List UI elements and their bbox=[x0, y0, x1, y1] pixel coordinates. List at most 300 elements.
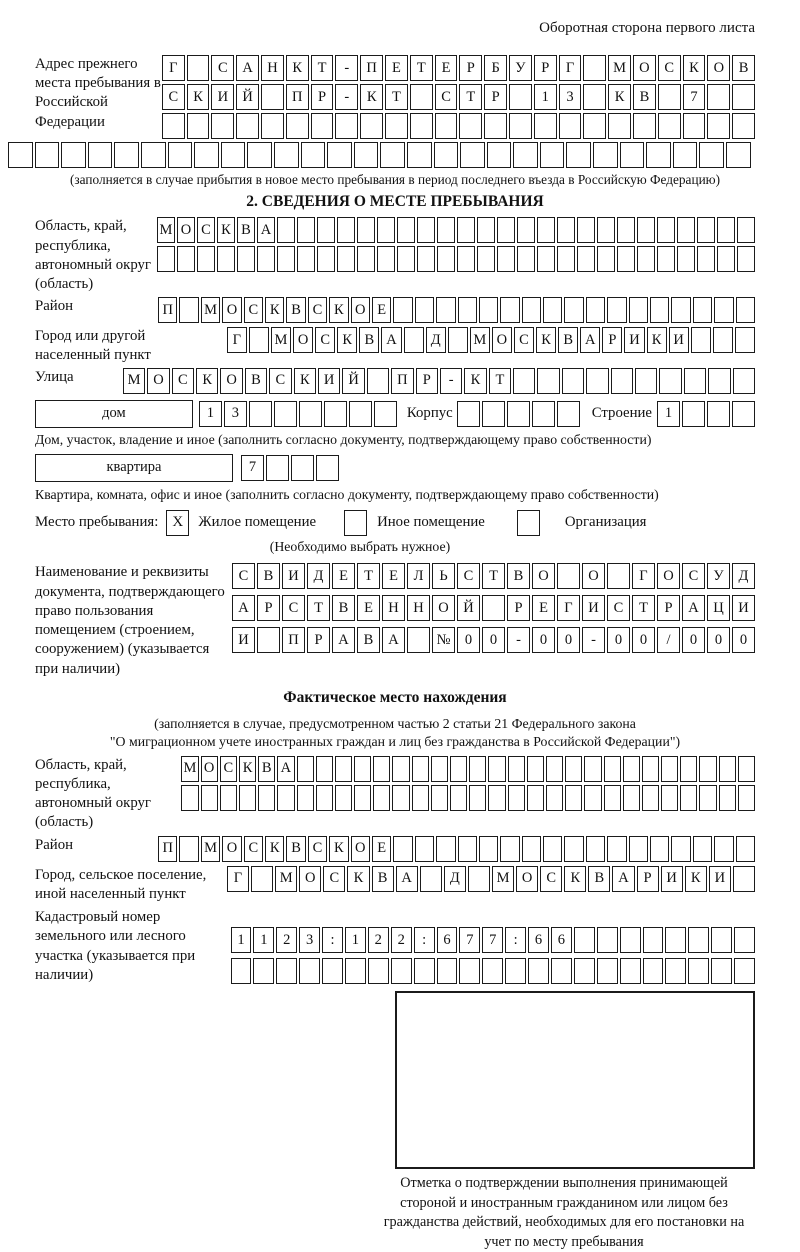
char-box[interactable] bbox=[482, 958, 503, 984]
char-box[interactable] bbox=[392, 785, 409, 811]
char-box[interactable] bbox=[607, 563, 630, 589]
char-box[interactable] bbox=[500, 297, 519, 323]
char-box[interactable]: Т bbox=[489, 368, 511, 394]
char-box[interactable] bbox=[194, 142, 219, 168]
char-box[interactable] bbox=[733, 866, 755, 892]
char-box[interactable]: 3 bbox=[299, 927, 320, 953]
char-box[interactable]: К bbox=[564, 866, 586, 892]
char-box[interactable] bbox=[299, 401, 322, 427]
char-box[interactable]: Е bbox=[382, 563, 405, 589]
char-box[interactable]: Р bbox=[637, 866, 659, 892]
char-box[interactable]: Д bbox=[732, 563, 755, 589]
char-box[interactable]: 3 bbox=[224, 401, 247, 427]
char-box[interactable] bbox=[707, 113, 730, 139]
char-box[interactable]: - bbox=[507, 627, 530, 653]
char-box[interactable] bbox=[337, 246, 355, 272]
char-box[interactable] bbox=[693, 836, 712, 862]
char-box[interactable] bbox=[391, 958, 412, 984]
char-box[interactable] bbox=[247, 142, 272, 168]
char-box[interactable] bbox=[623, 756, 640, 782]
char-box[interactable]: О bbox=[222, 297, 241, 323]
char-box[interactable]: 1 bbox=[657, 401, 680, 427]
char-box[interactable]: - bbox=[335, 84, 358, 110]
char-box[interactable] bbox=[500, 836, 519, 862]
char-box[interactable] bbox=[221, 142, 246, 168]
char-box[interactable]: К bbox=[647, 327, 667, 353]
char-box[interactable] bbox=[357, 246, 375, 272]
char-box[interactable] bbox=[187, 113, 210, 139]
char-box[interactable]: А bbox=[682, 595, 705, 621]
char-box[interactable]: Г bbox=[559, 55, 582, 81]
char-box[interactable] bbox=[61, 142, 86, 168]
char-box[interactable] bbox=[691, 327, 711, 353]
char-box[interactable] bbox=[737, 246, 755, 272]
char-box[interactable]: Т bbox=[357, 563, 380, 589]
char-box[interactable]: 0 bbox=[482, 627, 505, 653]
char-box[interactable]: С bbox=[658, 55, 681, 81]
char-box[interactable] bbox=[673, 142, 698, 168]
char-box[interactable] bbox=[436, 297, 455, 323]
char-box[interactable] bbox=[564, 297, 583, 323]
char-box[interactable] bbox=[482, 401, 505, 427]
char-box[interactable] bbox=[586, 297, 605, 323]
char-box[interactable]: М bbox=[157, 217, 175, 243]
char-box[interactable]: О bbox=[351, 297, 370, 323]
char-box[interactable]: В bbox=[372, 866, 394, 892]
char-box[interactable] bbox=[393, 836, 412, 862]
char-box[interactable] bbox=[604, 756, 621, 782]
char-box[interactable] bbox=[162, 113, 185, 139]
char-box[interactable] bbox=[335, 756, 352, 782]
char-box[interactable]: О bbox=[532, 563, 555, 589]
char-box[interactable] bbox=[181, 785, 198, 811]
char-box[interactable] bbox=[646, 142, 671, 168]
char-box[interactable] bbox=[385, 113, 408, 139]
char-box[interactable]: А bbox=[232, 595, 255, 621]
char-box[interactable]: К bbox=[685, 866, 707, 892]
char-box[interactable]: К bbox=[329, 297, 348, 323]
char-box[interactable]: Д bbox=[426, 327, 446, 353]
char-box[interactable]: А bbox=[277, 756, 294, 782]
char-box[interactable] bbox=[477, 217, 495, 243]
char-box[interactable] bbox=[327, 142, 352, 168]
char-box[interactable] bbox=[534, 113, 557, 139]
char-box[interactable] bbox=[597, 927, 618, 953]
char-box[interactable]: С bbox=[232, 563, 255, 589]
char-box[interactable] bbox=[643, 958, 664, 984]
char-box[interactable] bbox=[697, 217, 715, 243]
char-box[interactable] bbox=[237, 246, 255, 272]
char-box[interactable] bbox=[345, 958, 366, 984]
char-box[interactable]: С bbox=[514, 327, 534, 353]
char-box[interactable] bbox=[650, 297, 669, 323]
char-box[interactable]: Р bbox=[602, 327, 622, 353]
char-box[interactable] bbox=[508, 785, 525, 811]
char-box[interactable]: Т bbox=[482, 563, 505, 589]
char-box[interactable]: В bbox=[558, 327, 578, 353]
char-box[interactable]: Б bbox=[484, 55, 507, 81]
char-box[interactable]: М bbox=[271, 327, 291, 353]
char-box[interactable]: К bbox=[265, 836, 284, 862]
char-box[interactable] bbox=[414, 958, 435, 984]
char-box[interactable] bbox=[617, 246, 635, 272]
char-box[interactable] bbox=[177, 246, 195, 272]
char-box[interactable] bbox=[650, 836, 669, 862]
char-box[interactable] bbox=[407, 142, 432, 168]
char-box[interactable]: К bbox=[464, 368, 486, 394]
char-box[interactable] bbox=[397, 217, 415, 243]
char-box[interactable] bbox=[179, 836, 198, 862]
char-box[interactable] bbox=[488, 785, 505, 811]
char-box[interactable] bbox=[717, 246, 735, 272]
char-box[interactable]: А bbox=[381, 327, 401, 353]
char-box[interactable] bbox=[527, 756, 544, 782]
char-box[interactable]: С bbox=[540, 866, 562, 892]
char-box[interactable]: 0 bbox=[532, 627, 555, 653]
char-box[interactable]: 1 bbox=[231, 927, 252, 953]
char-box[interactable] bbox=[537, 217, 555, 243]
char-box[interactable]: 1 bbox=[253, 927, 274, 953]
char-box[interactable] bbox=[597, 958, 618, 984]
char-box[interactable]: М bbox=[492, 866, 514, 892]
char-box[interactable]: К bbox=[608, 84, 631, 110]
char-box[interactable]: И bbox=[732, 595, 755, 621]
char-box[interactable] bbox=[373, 785, 390, 811]
char-box[interactable] bbox=[437, 217, 455, 243]
char-box[interactable]: У bbox=[509, 55, 532, 81]
char-box[interactable]: Е bbox=[435, 55, 458, 81]
char-box[interactable] bbox=[707, 401, 730, 427]
char-box[interactable]: : bbox=[322, 927, 343, 953]
char-box[interactable]: Р bbox=[484, 84, 507, 110]
char-box[interactable] bbox=[397, 246, 415, 272]
char-box[interactable] bbox=[635, 368, 657, 394]
char-box[interactable]: С bbox=[172, 368, 194, 394]
char-box[interactable]: В bbox=[732, 55, 755, 81]
char-box[interactable] bbox=[274, 142, 299, 168]
char-box[interactable] bbox=[734, 958, 755, 984]
char-box[interactable] bbox=[404, 327, 424, 353]
char-box[interactable] bbox=[732, 113, 755, 139]
char-box[interactable]: И bbox=[318, 368, 340, 394]
char-box[interactable]: О bbox=[432, 595, 455, 621]
char-box[interactable]: 1 bbox=[534, 84, 557, 110]
char-box[interactable]: О bbox=[582, 563, 605, 589]
char-box[interactable]: А bbox=[332, 627, 355, 653]
char-box[interactable] bbox=[680, 785, 697, 811]
char-box[interactable] bbox=[317, 246, 335, 272]
char-box[interactable]: А bbox=[612, 866, 634, 892]
char-box[interactable]: 2 bbox=[391, 927, 412, 953]
char-box[interactable]: С bbox=[308, 836, 327, 862]
char-box[interactable]: В bbox=[588, 866, 610, 892]
char-box[interactable] bbox=[633, 113, 656, 139]
char-box[interactable] bbox=[714, 836, 733, 862]
char-box[interactable] bbox=[249, 327, 269, 353]
char-box[interactable] bbox=[458, 836, 477, 862]
char-box[interactable] bbox=[620, 142, 645, 168]
char-box[interactable] bbox=[642, 756, 659, 782]
char-box[interactable] bbox=[257, 627, 280, 653]
char-box[interactable] bbox=[665, 958, 686, 984]
char-box[interactable]: К bbox=[239, 756, 256, 782]
char-box[interactable] bbox=[583, 55, 606, 81]
char-box[interactable]: - bbox=[335, 55, 358, 81]
char-box[interactable]: 6 bbox=[551, 927, 572, 953]
char-box[interactable] bbox=[557, 401, 580, 427]
char-box[interactable]: О bbox=[351, 836, 370, 862]
char-box[interactable] bbox=[335, 785, 352, 811]
char-box[interactable] bbox=[537, 368, 559, 394]
char-box[interactable] bbox=[513, 142, 538, 168]
char-box[interactable] bbox=[349, 401, 372, 427]
char-box[interactable] bbox=[546, 785, 563, 811]
char-box[interactable] bbox=[316, 785, 333, 811]
char-box[interactable]: Л bbox=[407, 563, 430, 589]
char-box[interactable] bbox=[197, 246, 215, 272]
char-box[interactable]: П bbox=[286, 84, 309, 110]
char-box[interactable] bbox=[505, 958, 526, 984]
char-box[interactable]: Т bbox=[311, 55, 334, 81]
char-box[interactable] bbox=[479, 836, 498, 862]
char-box[interactable] bbox=[658, 113, 681, 139]
char-box[interactable] bbox=[688, 958, 709, 984]
char-box[interactable] bbox=[732, 401, 755, 427]
char-box[interactable] bbox=[577, 217, 595, 243]
char-box[interactable] bbox=[316, 756, 333, 782]
char-box[interactable]: О bbox=[516, 866, 538, 892]
char-box[interactable] bbox=[497, 217, 515, 243]
char-box[interactable]: - bbox=[582, 627, 605, 653]
char-box[interactable] bbox=[736, 297, 755, 323]
checkbox-residential[interactable]: X bbox=[166, 510, 189, 536]
char-box[interactable] bbox=[543, 836, 562, 862]
char-box[interactable] bbox=[88, 142, 113, 168]
char-box[interactable] bbox=[717, 217, 735, 243]
char-box[interactable] bbox=[564, 836, 583, 862]
char-box[interactable] bbox=[316, 455, 339, 481]
char-box[interactable]: Т bbox=[385, 84, 408, 110]
char-box[interactable] bbox=[508, 756, 525, 782]
char-box[interactable]: Й bbox=[457, 595, 480, 621]
char-box[interactable] bbox=[643, 927, 664, 953]
char-box[interactable] bbox=[487, 142, 512, 168]
char-box[interactable]: К bbox=[286, 55, 309, 81]
checkbox-other-premises[interactable] bbox=[344, 510, 367, 536]
char-box[interactable]: 6 bbox=[437, 927, 458, 953]
char-box[interactable] bbox=[249, 401, 272, 427]
char-box[interactable]: М bbox=[181, 756, 198, 782]
char-box[interactable]: Е bbox=[372, 297, 391, 323]
char-box[interactable] bbox=[719, 785, 736, 811]
char-box[interactable] bbox=[337, 217, 355, 243]
char-box[interactable] bbox=[697, 246, 715, 272]
char-box[interactable] bbox=[357, 217, 375, 243]
char-box[interactable] bbox=[497, 246, 515, 272]
char-box[interactable] bbox=[266, 455, 289, 481]
char-box[interactable] bbox=[597, 246, 615, 272]
char-box[interactable]: К bbox=[360, 84, 383, 110]
char-box[interactable]: Г bbox=[227, 866, 249, 892]
char-box[interactable] bbox=[735, 327, 755, 353]
char-box[interactable] bbox=[457, 246, 475, 272]
char-box[interactable]: С bbox=[244, 836, 263, 862]
char-box[interactable] bbox=[604, 785, 621, 811]
char-box[interactable] bbox=[565, 756, 582, 782]
char-box[interactable] bbox=[736, 836, 755, 862]
char-box[interactable]: О bbox=[707, 55, 730, 81]
char-box[interactable] bbox=[637, 217, 655, 243]
char-box[interactable] bbox=[448, 327, 468, 353]
char-box[interactable]: : bbox=[414, 927, 435, 953]
char-box[interactable] bbox=[435, 113, 458, 139]
char-box[interactable]: У bbox=[707, 563, 730, 589]
char-box[interactable]: П bbox=[158, 297, 177, 323]
char-box[interactable] bbox=[562, 368, 584, 394]
char-box[interactable]: О bbox=[657, 563, 680, 589]
char-box[interactable]: Р bbox=[257, 595, 280, 621]
char-box[interactable]: В bbox=[359, 327, 379, 353]
char-box[interactable] bbox=[459, 113, 482, 139]
char-box[interactable]: С bbox=[315, 327, 335, 353]
char-box[interactable] bbox=[732, 84, 755, 110]
char-box[interactable] bbox=[368, 958, 389, 984]
char-box[interactable] bbox=[457, 401, 480, 427]
char-box[interactable] bbox=[540, 142, 565, 168]
char-box[interactable] bbox=[450, 756, 467, 782]
char-box[interactable]: Д bbox=[307, 563, 330, 589]
char-box[interactable] bbox=[583, 84, 606, 110]
char-box[interactable]: В bbox=[245, 368, 267, 394]
char-box[interactable]: А bbox=[396, 866, 418, 892]
char-box[interactable]: М bbox=[201, 297, 220, 323]
char-box[interactable] bbox=[157, 246, 175, 272]
char-box[interactable] bbox=[261, 113, 284, 139]
char-box[interactable] bbox=[392, 756, 409, 782]
char-box[interactable] bbox=[468, 866, 490, 892]
char-box[interactable]: И bbox=[624, 327, 644, 353]
char-box[interactable]: В bbox=[357, 627, 380, 653]
char-box[interactable]: С bbox=[435, 84, 458, 110]
char-box[interactable] bbox=[559, 113, 582, 139]
char-box[interactable]: Р bbox=[459, 55, 482, 81]
char-box[interactable] bbox=[431, 785, 448, 811]
char-box[interactable] bbox=[437, 246, 455, 272]
char-box[interactable] bbox=[658, 84, 681, 110]
char-box[interactable] bbox=[507, 401, 530, 427]
char-box[interactable] bbox=[434, 142, 459, 168]
char-box[interactable]: О bbox=[299, 866, 321, 892]
char-box[interactable]: М bbox=[470, 327, 490, 353]
char-box[interactable]: С bbox=[323, 866, 345, 892]
char-box[interactable] bbox=[484, 113, 507, 139]
char-box[interactable]: Т bbox=[410, 55, 433, 81]
char-box[interactable]: С bbox=[211, 55, 234, 81]
char-box[interactable]: Е bbox=[385, 55, 408, 81]
char-box[interactable]: К bbox=[187, 84, 210, 110]
char-box[interactable] bbox=[583, 113, 606, 139]
char-box[interactable] bbox=[617, 217, 635, 243]
char-box[interactable] bbox=[682, 401, 705, 427]
char-box[interactable] bbox=[677, 217, 695, 243]
char-box[interactable] bbox=[276, 958, 297, 984]
char-box[interactable] bbox=[537, 246, 555, 272]
char-box[interactable] bbox=[450, 785, 467, 811]
char-box[interactable] bbox=[620, 927, 641, 953]
char-box[interactable] bbox=[297, 217, 315, 243]
char-box[interactable] bbox=[460, 142, 485, 168]
char-box[interactable] bbox=[584, 756, 601, 782]
char-box[interactable] bbox=[458, 297, 477, 323]
char-box[interactable] bbox=[324, 401, 347, 427]
char-box[interactable]: П bbox=[391, 368, 413, 394]
char-box[interactable]: С bbox=[282, 595, 305, 621]
char-box[interactable] bbox=[114, 142, 139, 168]
char-box[interactable]: О bbox=[492, 327, 512, 353]
char-box[interactable] bbox=[707, 84, 730, 110]
char-box[interactable]: 7 bbox=[241, 455, 264, 481]
char-box[interactable] bbox=[479, 297, 498, 323]
char-box[interactable] bbox=[317, 217, 335, 243]
char-box[interactable] bbox=[688, 927, 709, 953]
char-box[interactable] bbox=[738, 785, 755, 811]
char-box[interactable]: С bbox=[220, 756, 237, 782]
char-box[interactable] bbox=[513, 368, 535, 394]
char-box[interactable]: С bbox=[308, 297, 327, 323]
char-box[interactable] bbox=[657, 246, 675, 272]
char-box[interactable]: Й bbox=[342, 368, 364, 394]
char-box[interactable]: М bbox=[275, 866, 297, 892]
char-box[interactable] bbox=[509, 113, 532, 139]
char-box[interactable]: В bbox=[286, 297, 305, 323]
char-box[interactable] bbox=[412, 785, 429, 811]
char-box[interactable] bbox=[277, 785, 294, 811]
char-box[interactable] bbox=[671, 836, 690, 862]
char-box[interactable] bbox=[661, 756, 678, 782]
char-box[interactable] bbox=[522, 297, 541, 323]
char-box[interactable] bbox=[380, 142, 405, 168]
char-box[interactable] bbox=[611, 368, 633, 394]
char-box[interactable]: К bbox=[196, 368, 218, 394]
char-box[interactable]: 0 bbox=[457, 627, 480, 653]
char-box[interactable] bbox=[566, 142, 591, 168]
char-box[interactable]: Е bbox=[372, 836, 391, 862]
char-box[interactable] bbox=[623, 785, 640, 811]
char-box[interactable] bbox=[291, 455, 314, 481]
char-box[interactable]: И bbox=[661, 866, 683, 892]
char-box[interactable]: / bbox=[657, 627, 680, 653]
char-box[interactable] bbox=[410, 113, 433, 139]
char-box[interactable] bbox=[642, 785, 659, 811]
char-box[interactable]: А bbox=[382, 627, 405, 653]
char-box[interactable] bbox=[277, 246, 295, 272]
char-box[interactable] bbox=[607, 297, 626, 323]
char-box[interactable]: К bbox=[329, 836, 348, 862]
char-box[interactable] bbox=[661, 785, 678, 811]
char-box[interactable] bbox=[415, 297, 434, 323]
char-box[interactable] bbox=[377, 217, 395, 243]
char-box[interactable] bbox=[211, 113, 234, 139]
char-box[interactable]: Е bbox=[357, 595, 380, 621]
char-box[interactable]: С bbox=[162, 84, 185, 110]
char-box[interactable] bbox=[532, 401, 555, 427]
char-box[interactable]: 2 bbox=[276, 927, 297, 953]
char-box[interactable]: 7 bbox=[459, 927, 480, 953]
char-box[interactable]: О bbox=[222, 836, 241, 862]
char-box[interactable] bbox=[297, 246, 315, 272]
char-box[interactable]: О bbox=[201, 756, 218, 782]
char-box[interactable]: М bbox=[123, 368, 145, 394]
